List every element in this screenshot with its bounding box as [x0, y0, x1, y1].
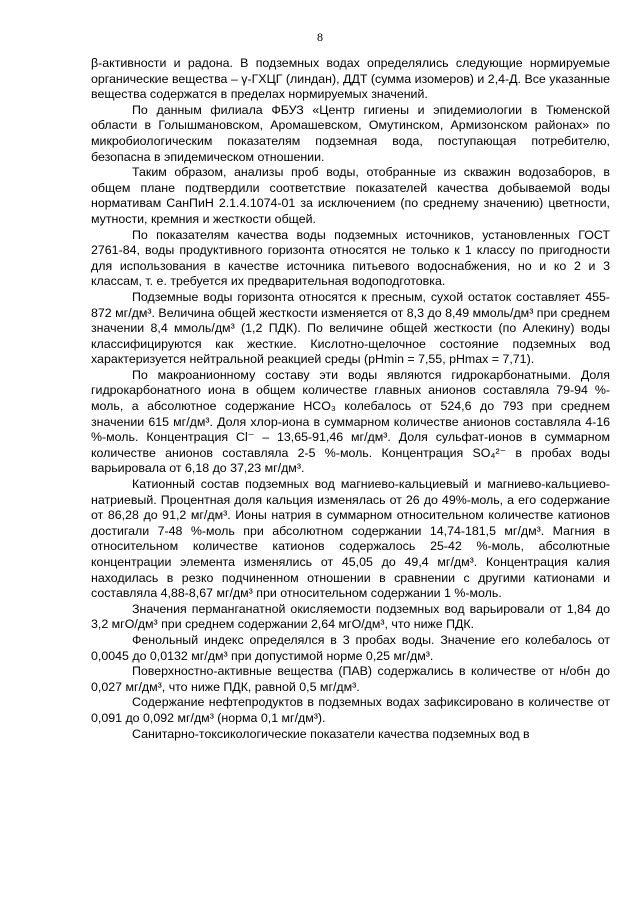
paragraph-sanpin-conclusion: Таким образом, анализы проб воды, отобранные из скважин водозаборов, в общем плане подтвердили соответствие показателей качества добываемой воды нормативам СанПиН 2.1.4.1074-01 за исключением (по среднему значению) цветности, мутности, кремния и жесткости общей. — [91, 165, 610, 226]
paragraph-anions: По макроанионному составу эти воды являются гидрокарбонатными. Доля гидрокарбонатного иона в общем количестве главных анионов составляла 79-94 %-моль, а абсолютное содержание HCO₃ колебалось от 524,6 до 793 при среднем значении 615 мг/дм³. Доля хлор-иона в суммарном количестве анионов составляла 4-16 %-моль. Концентрация Cl⁻ – 13,65-91,46 мг/дм³. Доля сульфат-ионов в суммарном количестве анионов составляла 2-5 %-моль. Концентрация SO₄²⁻ в пробах воды варьировала от 6,18 до 37,23 мг/дм³. — [91, 367, 610, 476]
paragraph-gost-classes: По показателям качества воды подземных источников, установленных ГОСТ 2761-84, воды продуктивного горизонта относятся не только к 1 классу по пригодности для использования в качестве источника питьевого водоснабжения, но и ко 2 и 3 классам, т. е. требуется их предварительная водоподготовка. — [91, 227, 610, 289]
paragraph-toxicology: Санитарно-токсикологические показатели качества подземных вод в — [132, 726, 530, 741]
paragraph-permanganate: Значения перманганатной окисляемости подземных вод варьировали от 1,84 до 3,2 мгО/дм³ при среднем содержании 2,64 мгО/дм³, что ниже ПДК. — [91, 601, 610, 632]
paragraph-hardness: Подземные воды горизонта относятся к пресным, сухой остаток составляет 455-872 мг/дм³. Величина общей жесткости изменяется от 8,3 до 8,49 ммоль/дм³ при среднем значении 8,4 ммоль/дм³ (1,2 ПДК). По величине общей жесткости (по Алекину) воды классифицируются как жесткие. Кислотно-щелочное состояние подземных вод характеризуется нейтральной реакцией среды (pHmin = 7,55, pHmax = 7,71). — [91, 289, 610, 367]
page-number: 8 — [317, 30, 323, 44]
paragraph-phenol-index: Фенольный индекс определялся в 3 пробах воды. Значение его колебалось от 0,0045 до 0,0132 мг/дм³ при допустимой норме 0,25 мг/дм³. — [91, 632, 610, 663]
paragraph-cations: Катионный состав подземных вод магниево-кальциевый и магниево-кальциево-натриевый. Процентная доля кальция изменялась от 26 до 49%-моль, а его содержание от 86,28 до 91,2 мг/дм³. Ионы натрия в суммарном относительном количестве катионов достигали 7-48 %-моль при абсолютном содержании 14,74-181,5 мг/дм³. Магния в относительном количестве катионов содержалось 25-42 %-моль, абсолютные концентрации элемента изменялись от 45,05 до 49,4 мг/дм³. Концентрация калия находилась в резко подчиненном отношении в сравнении с другими катионами и составляла 4,88-8,67 мг/дм³ при относительном содержании 1 %-моль. — [91, 477, 610, 601]
paragraph-petroleum: Содержание нефтепродуктов в подземных водах зафиксировано в количестве от 0,091 до 0,092 мг/дм³ (норма 0,1 мг/дм³). — [91, 695, 610, 725]
paragraph-microbiology: По данным филиала ФБУЗ «Центр гигиены и эпидемиологии в Тюменской области в Голышмановском, Аромашевском, Омутинском, Армизонском районах» по микробиологическим показателям подземная вода, поступающая потребителю, безопасна в эпидемическом отношении. — [91, 102, 610, 164]
paragraph-radiation-organics: β-активности и радона. В подземных водах определялись следующие нормируемые органические вещества – γ-ГХЦГ (линдан), ДДТ (сумма изомеров) и 2,4-Д. Все указанные вещества содержатся в пределах нормируемых значений. — [91, 56, 610, 102]
paragraph-surfactants: Поверхностно-активные вещества (ПАВ) содержались в количестве от н/обн до 0,027 мг/дм³, что ниже ПДК, равной 0,5 мг/дм³. — [91, 664, 610, 694]
document-body — [91, 56, 610, 742]
